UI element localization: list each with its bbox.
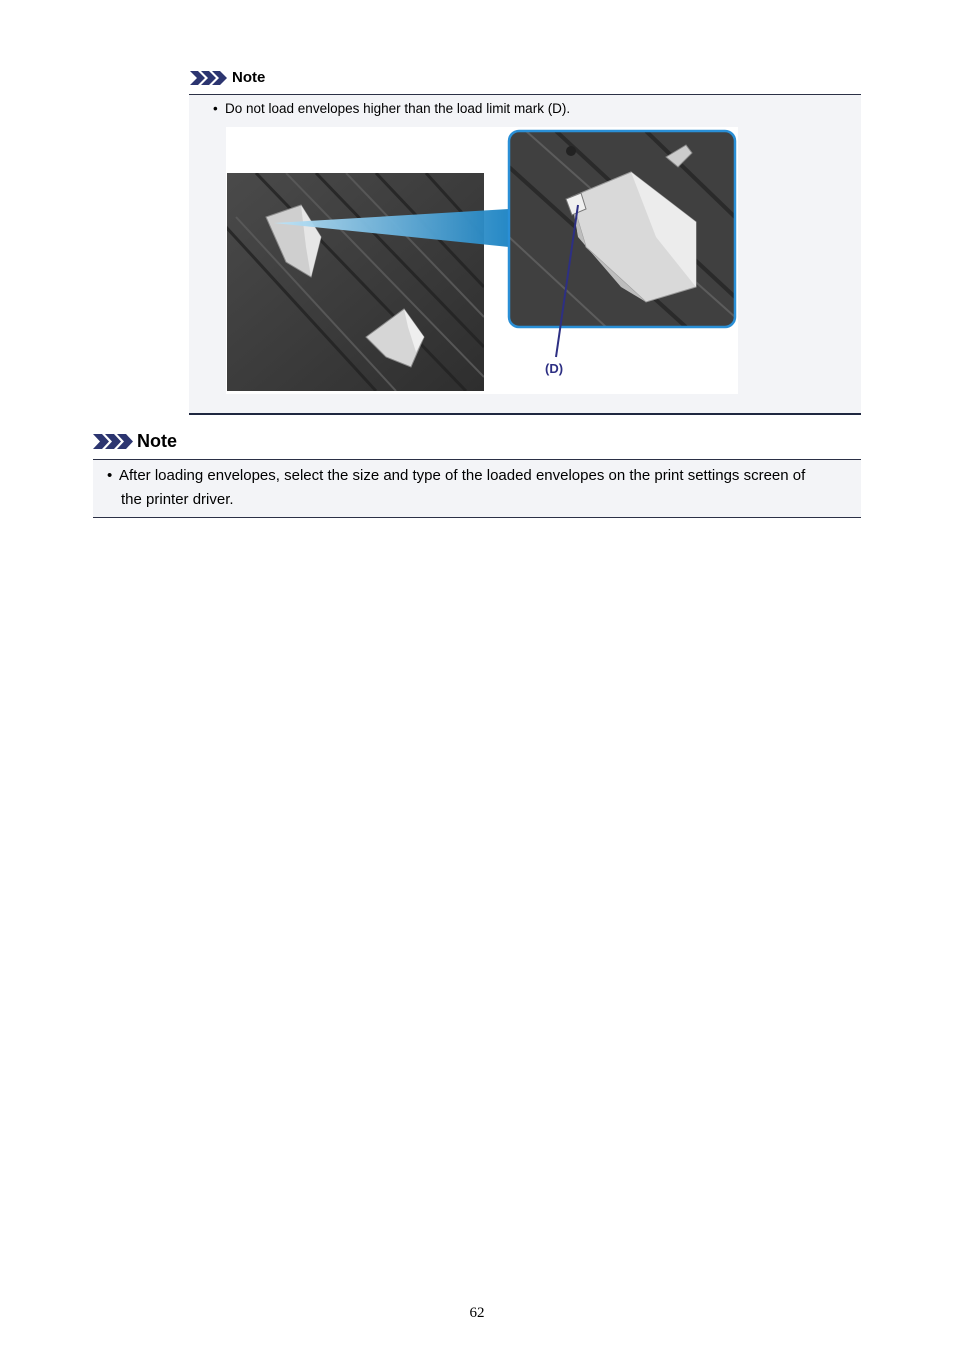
note-title: Note — [232, 69, 266, 86]
note-header-inner — [190, 69, 265, 86]
note-title: Note — [137, 431, 177, 451]
note-arrows-icon — [93, 434, 133, 449]
note-item-text: Do not load envelopes higher than the load limit mark (D). — [225, 101, 571, 116]
note-header — [93, 431, 177, 452]
page-number: 62 — [469, 1305, 485, 1321]
note-item-line1: After loading envelopes, select the size and type of the loaded envelopes on the print settings screen of — [119, 467, 806, 484]
zoom-inset — [509, 131, 735, 327]
note-item — [213, 101, 570, 117]
note-item — [107, 464, 859, 512]
note-item-line2: the printer driver. — [121, 491, 234, 508]
note-arrows-icon — [190, 71, 228, 85]
tray-photo — [226, 173, 484, 391]
bullet-icon: • — [213, 101, 218, 116]
load-limit-figure — [226, 127, 738, 394]
callout-label: (D) — [545, 361, 564, 376]
figure-illustration — [226, 127, 738, 394]
bullet-icon: • — [107, 467, 113, 484]
